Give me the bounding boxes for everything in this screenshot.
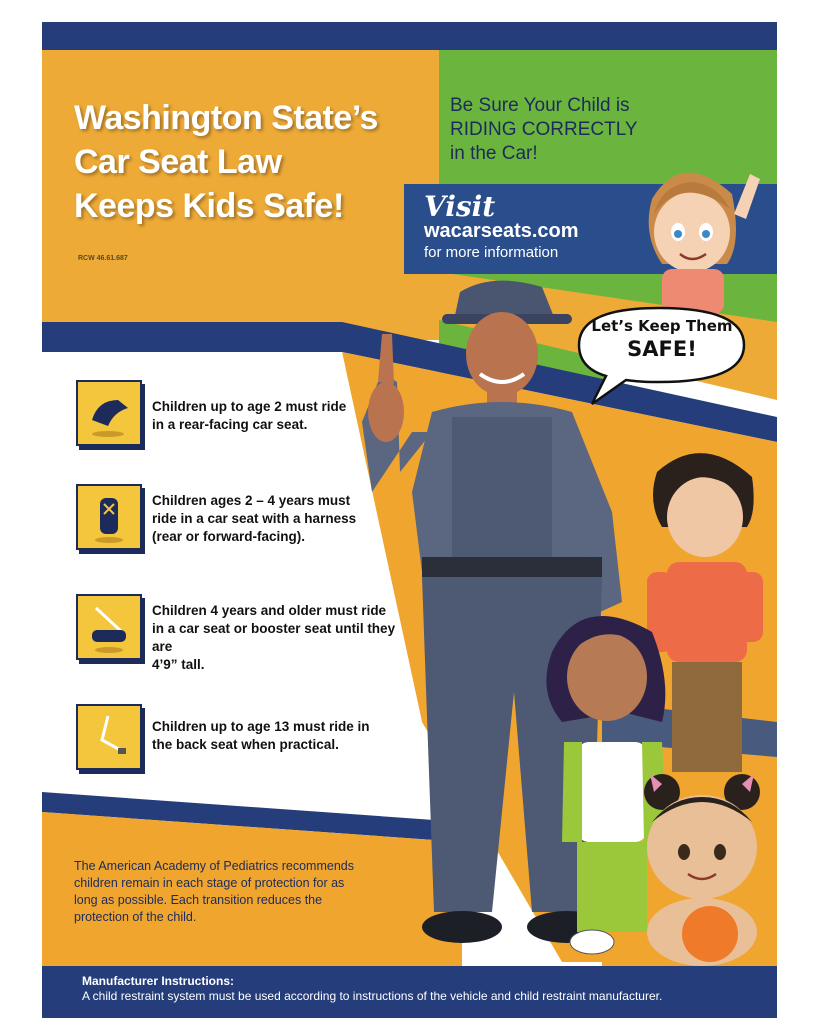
footer-title: Manufacturer Instructions:: [82, 974, 235, 988]
rule-back-seat: [152, 718, 392, 754]
rule-line: Children up to age 13 must ride in: [152, 719, 370, 734]
rule-line: (rear or forward-facing).: [152, 529, 306, 544]
visit-label: Visit: [424, 190, 496, 223]
rule-rear-facing: [152, 398, 392, 434]
poster: [42, 22, 777, 1018]
rule-line: 4’9” tall.: [152, 657, 205, 672]
rear-facing-seat-icon: [76, 380, 142, 446]
aap-line: The American Academy of Pediatrics recommends: [74, 859, 354, 873]
baby-illustration: [632, 762, 777, 967]
harness-seat-icon: [76, 484, 142, 550]
more-info-text: for more information: [424, 244, 559, 261]
rule-line: ride in a car seat with a harness: [152, 511, 357, 526]
bubble-line-2: SAFE!: [627, 337, 697, 361]
aap-line: protection of the child.: [74, 910, 197, 924]
tagline-line: RIDING CORRECTLY: [450, 119, 638, 140]
rule-line: the back seat when practical.: [152, 737, 339, 752]
rule-line: Children 4 years and older must ride: [152, 603, 387, 618]
tagline-line: Be Sure Your Child is: [450, 95, 630, 116]
aap-line: long as possible. Each transition reduces the: [74, 893, 323, 907]
rule-harness: [152, 492, 402, 546]
aap-line: children remain in each stage of protection for as: [74, 876, 345, 890]
footer-text: A child restraint system must be used according to instructions of the vehicle and child restraint manufacturer.: [82, 989, 663, 1003]
seat-belt-icon: [76, 704, 142, 770]
title-line: Washington State’s: [74, 99, 378, 137]
girl-waving-illustration: [622, 154, 772, 314]
booster-seat-icon: [76, 594, 142, 660]
title-line: Car Seat Law: [74, 143, 282, 181]
rule-line: Children up to age 2 must ride: [152, 399, 347, 414]
rule-booster: [152, 602, 402, 674]
bubble-line-1: Let’s Keep Them: [591, 317, 733, 335]
aap-recommendation: [74, 858, 394, 926]
tagline-line: in the Car!: [450, 143, 538, 164]
rule-line: in a rear-facing car seat.: [152, 417, 308, 432]
rule-line: in a car seat or booster seat until they are: [152, 621, 396, 654]
rcw-citation: RCW 46.61.687: [78, 255, 128, 262]
website-link[interactable]: wacarseats.com: [424, 220, 579, 242]
rule-line: Children ages 2 – 4 years must: [152, 493, 351, 508]
page-title: [74, 96, 434, 228]
title-line: Keeps Kids Safe!: [74, 187, 344, 225]
